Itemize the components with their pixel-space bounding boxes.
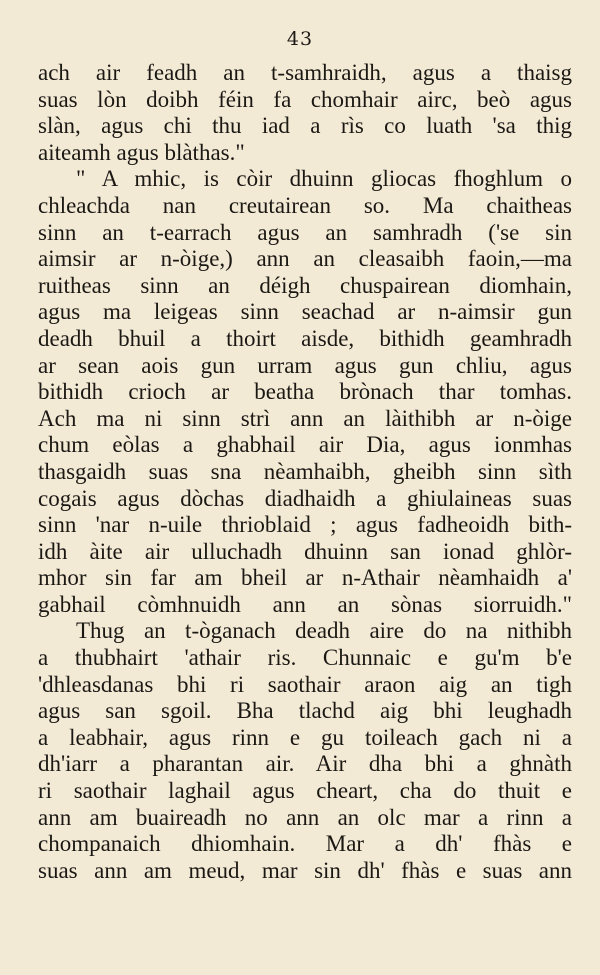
- text-line: gabhail còmhnuidh ann an sònas siorruidh.": [38, 591, 572, 617]
- text-line: a thubhairt 'athair ris. Chunnaic e gu'm b'e: [38, 645, 572, 671]
- text-line: suas lòn doibh féin fa chomhair airc, beò agus: [38, 86, 572, 112]
- text-line: thasgaidh suas sna nèamhaibh, gheibh sinn sìth: [38, 458, 572, 484]
- paragraph: [38, 60, 572, 166]
- text-line: deadh bhuil a thoirt aisde, bithidh geamhradh: [38, 325, 572, 351]
- paragraph: [38, 618, 572, 884]
- text-line: a leabhair, agus rinn e gu toileach gach ni a: [38, 724, 572, 750]
- text-line: ar sean aois gun urram agus gun chliu, agus: [38, 352, 572, 378]
- text-line: cogais agus dòchas diadhaidh a ghiulaineas suas: [38, 485, 572, 511]
- paragraph: [38, 166, 572, 618]
- text-line: " A mhic, is còir dhuinn gliocas fhoghlum o: [76, 166, 572, 192]
- text-line: mhor sin far am bheil ar n-Athair nèamhaidh a': [38, 565, 572, 591]
- text-line: agus san sgoil. Bha tlachd aig bhi leughadh: [38, 698, 572, 724]
- text-line: aiteamh agus blàthas.": [38, 139, 245, 165]
- text-line: ann am buaireadh no ann an olc mar a rinn a: [38, 804, 572, 830]
- body-text: [38, 60, 572, 884]
- text-line: Ach ma ni sinn strì ann an làithibh ar n-òige: [38, 405, 572, 431]
- text-line: agus ma leigeas sinn seachad ar n-aimsir gun: [38, 299, 572, 325]
- text-line: dh'iarr a pharantan air. Air dha bhi a ghnàth: [38, 751, 572, 777]
- text-line: slàn, agus chi thu iad a rìs co luath 'sa thig: [38, 113, 572, 139]
- text-line: sinn 'nar n-uile thrioblaid ; agus fadheoidh bith-: [38, 512, 572, 538]
- text-line: chompanaich dhiomhain. Mar a dh' fhàs e: [38, 831, 572, 857]
- text-line: bithidh crioch ar beatha brònach thar tomhas.: [38, 379, 572, 405]
- text-line: aimsir ar n-òige,) ann an cleasaibh faoin,—ma: [38, 246, 572, 272]
- page-number: 43: [286, 28, 314, 50]
- text-line: Thug an t-òganach deadh aire do na nithibh: [76, 618, 572, 644]
- text-line: ri saothair laghail agus cheart, cha do thuit e: [38, 778, 572, 804]
- text-line: 'dhleasdanas bhi ri saothair araon aig an tigh: [38, 671, 572, 697]
- text-line: chum eòlas a ghabhail air Dia, agus ionmhas: [38, 432, 572, 458]
- text-line: suas ann am meud, mar sin dh' fhàs e suas ann: [38, 857, 572, 883]
- text-line: ach air feadh an t-samhraidh, agus a thaisg: [38, 60, 572, 85]
- text-line: ruitheas sinn an déigh chuspairean diomhain,: [38, 272, 572, 298]
- text-line: idh àite air ulluchadh dhuinn san ionad ghlòr-: [38, 538, 572, 564]
- text-line: chleachda nan creutairean so. Ma chaitheas: [38, 192, 572, 218]
- text-line: sinn an t-earrach agus an samhradh ('se sin: [38, 219, 572, 245]
